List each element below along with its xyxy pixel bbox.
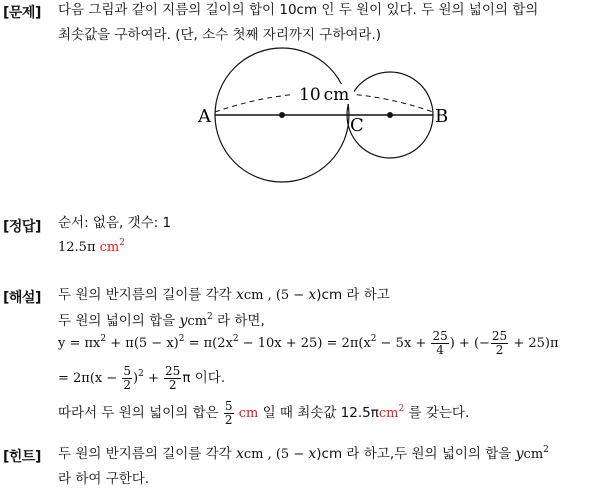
answer-value (58, 238, 125, 258)
label-b: B (435, 106, 449, 127)
answer-unit: cm (99, 240, 120, 255)
solution-line2: 두 원의 넓이의 합을 ycm$^2$ 라 하면, (58, 312, 265, 329)
problem-text-line1: 다음 그림과 같이 지름의 길이의 합이 10cm 인 두 원이 있다. 두 원의 넓이의 합의 (58, 2, 539, 18)
problem-label: [문제] (3, 5, 41, 21)
problem-text-line2: 최솟값을 구하여라. (단, 소수 첫째 자리까지 구하여라.) (58, 27, 382, 43)
solution-line1: 두 원의 반지름의 길이를 각각 xcm , (5 − x)cm 라 하고 (58, 287, 390, 303)
hint-label: [힌트] (3, 449, 41, 465)
hint-line2: 라 하여 구한다. (58, 471, 150, 487)
center-dot-large (279, 112, 285, 118)
dimension-label: 10 cm (299, 85, 350, 105)
label-a: A (198, 106, 211, 127)
solution-conclusion: 따라서 두 원의 넓이의 합은 $\frac{5}{2}$ cm 일 때 최솟값 12.5πcm$^2$ 를 갖는다. (58, 399, 470, 427)
solution-equation2: = 2π(x − $\frac{5}{2}$ )$^2$ + $\frac{25}{2}$ π 이다. (58, 364, 226, 392)
label-c: C (350, 115, 364, 136)
answer-number: 12.5π (58, 240, 96, 255)
center-dot-small (387, 112, 393, 118)
solution-label: [해설] (3, 290, 41, 306)
answer-label: [정답] (3, 219, 41, 235)
hint-line1: 두 원의 반지름의 길이를 각각 xcm , (5 − x)cm 라 하고,두 원의 넓이의 합을 ycm$^2$ (58, 445, 549, 462)
solution-equation1: $y = \pi x^2 + \pi(5 - x)^2 = \pi(2x^2 - 10x + 25) = 2\pi(x^2 - 5x$ + $\frac{25}{4}$ ) + (− $\frac{25}{2}$ + 25)π (58, 329, 559, 357)
answer-unit-exp: 2 (119, 238, 125, 248)
answer-order-count: 순서: 없음, 갯수: 1 (58, 215, 172, 231)
